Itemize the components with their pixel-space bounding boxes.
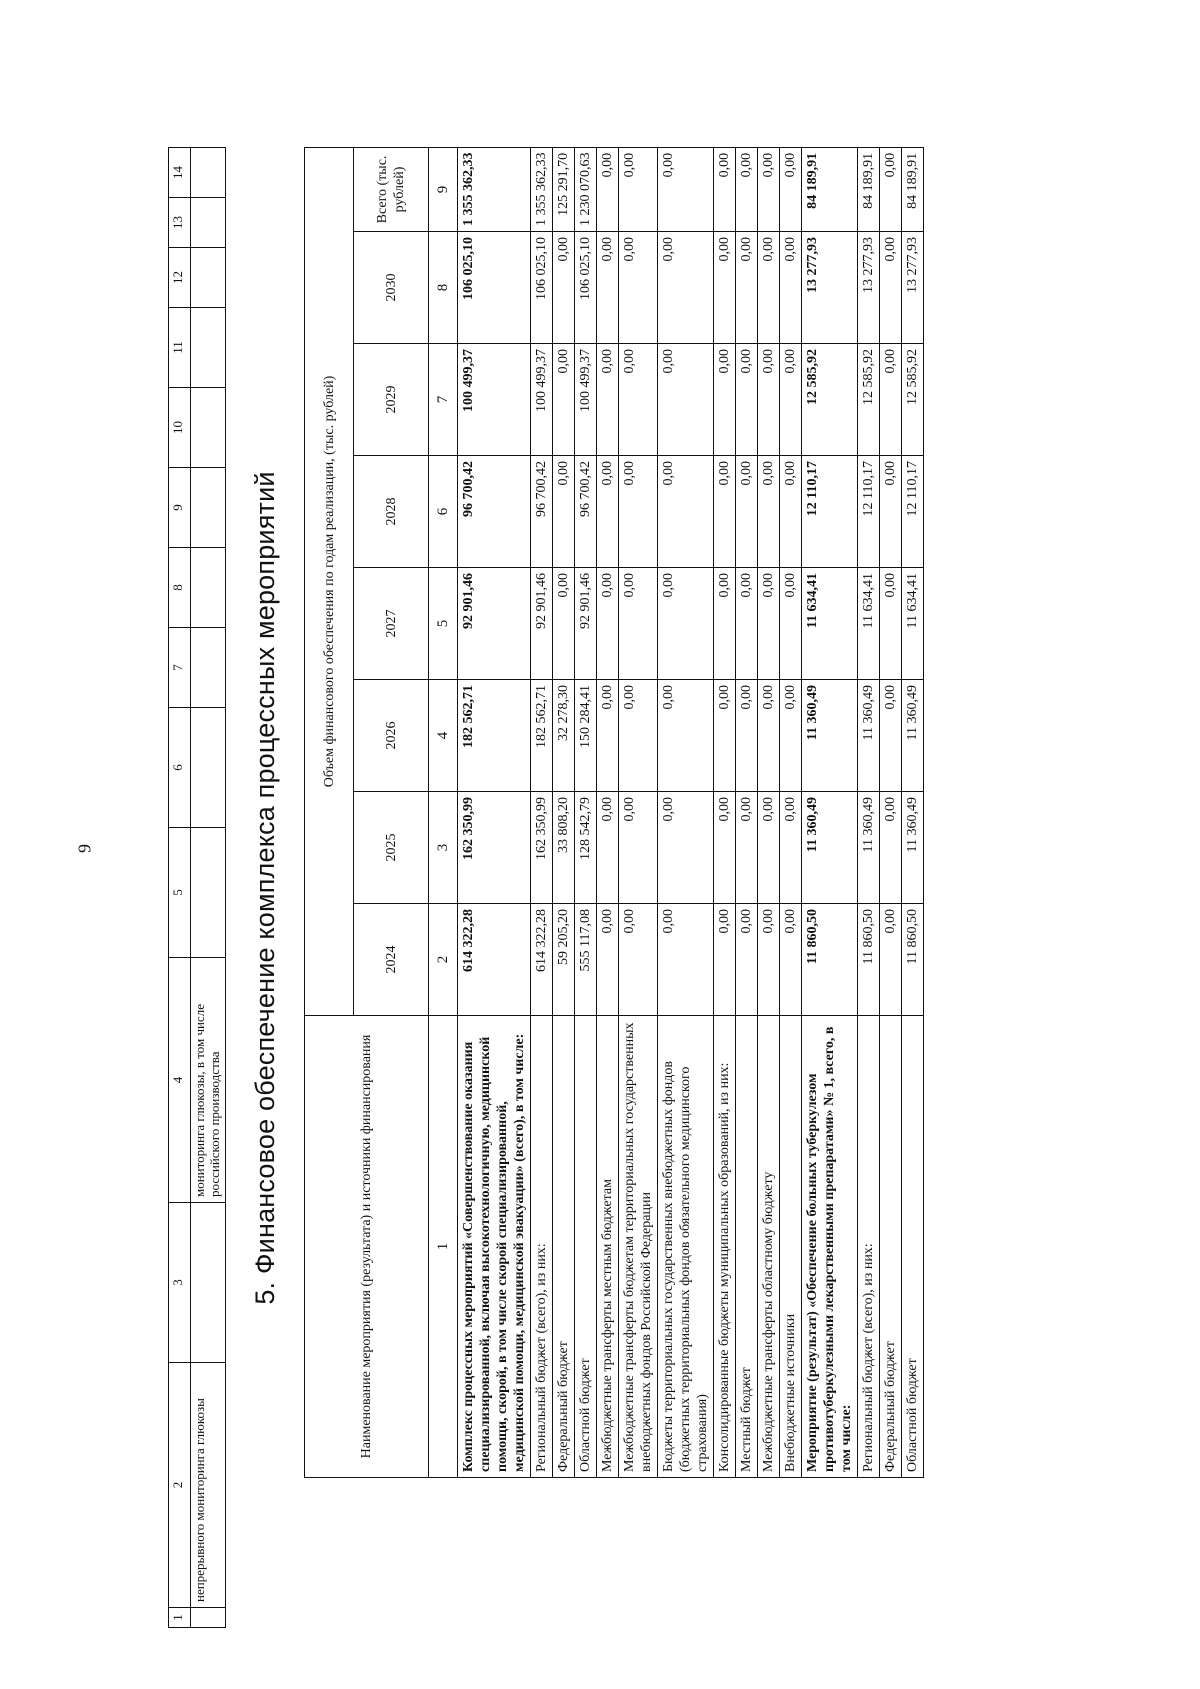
row-value: 0,00 xyxy=(780,344,802,456)
row-name: Мероприятие (результат) «Обеспечение больных туберкулезом противотуберкулезными лекарственными препаратами» № 1, всего, в том числе: xyxy=(802,1016,858,1478)
table-row xyxy=(458,147,531,1477)
row-value: 12 585,92 xyxy=(858,344,880,456)
row-value: 125 291,70 xyxy=(553,147,575,231)
continuation-row xyxy=(191,148,226,1628)
table-row xyxy=(736,147,758,1477)
row-value: 84 189,91 xyxy=(902,147,924,231)
row-value: 0,00 xyxy=(597,680,619,792)
financing-table xyxy=(304,147,924,1478)
row-value: 106 025,10 xyxy=(458,232,531,344)
row-value: 0,00 xyxy=(597,232,619,344)
row-name: Федеральный бюджет xyxy=(553,1016,575,1478)
row-value: 59 205,20 xyxy=(553,904,575,1016)
continuation-column-numbers xyxy=(169,148,191,1628)
row-value: 0,00 xyxy=(658,232,714,344)
continuation-column-number: 14 xyxy=(169,148,191,198)
continuation-column-number: 8 xyxy=(169,548,191,628)
row-name: Областной бюджет xyxy=(902,1016,924,1478)
continuation-cell xyxy=(191,388,226,468)
row-value: 11 860,50 xyxy=(858,904,880,1016)
row-value: 0,00 xyxy=(780,904,802,1016)
row-value: 0,00 xyxy=(714,680,736,792)
row-value: 0,00 xyxy=(736,904,758,1016)
row-value: 12 110,17 xyxy=(902,456,924,568)
row-value: 0,00 xyxy=(658,680,714,792)
continuation-column-number: 6 xyxy=(169,708,191,828)
continuation-column-number: 5 xyxy=(169,828,191,958)
row-value: 1 355 362,33 xyxy=(458,147,531,231)
row-value: 128 542,79 xyxy=(575,792,597,904)
row-value: 0,00 xyxy=(714,568,736,680)
row-value: 0,00 xyxy=(880,147,902,231)
row-value: 11 634,41 xyxy=(858,568,880,680)
row-value: 0,00 xyxy=(880,904,902,1016)
page-number: 9 xyxy=(74,844,95,853)
row-value: 0,00 xyxy=(736,147,758,231)
header-year: 2028 xyxy=(354,456,429,568)
row-value: 0,00 xyxy=(619,456,658,568)
row-value: 11 860,50 xyxy=(902,904,924,1016)
row-name: Межбюджетные трансферты областному бюджету xyxy=(758,1016,780,1478)
row-value: 13 277,93 xyxy=(802,232,858,344)
row-value: 0,00 xyxy=(597,792,619,904)
row-value: 0,00 xyxy=(658,568,714,680)
continuation-cell: мониторинга глюкозы, в том числе российского производства xyxy=(191,958,226,1203)
row-value: 0,00 xyxy=(880,456,902,568)
row-value: 0,00 xyxy=(758,568,780,680)
row-value: 0,00 xyxy=(658,904,714,1016)
row-value: 106 025,10 xyxy=(575,232,597,344)
row-value: 0,00 xyxy=(658,456,714,568)
row-value: 1 230 070,63 xyxy=(575,147,597,231)
row-value: 0,00 xyxy=(597,456,619,568)
row-value: 0,00 xyxy=(736,232,758,344)
row-value: 0,00 xyxy=(714,147,736,231)
row-value: 100 499,37 xyxy=(531,344,553,456)
table-row xyxy=(902,147,924,1477)
row-value: 92 901,46 xyxy=(575,568,597,680)
continuation-table xyxy=(168,147,226,1628)
row-name: Региональный бюджет (всего), из них: xyxy=(858,1016,880,1478)
column-number: 4 xyxy=(429,680,458,792)
row-value: 92 901,46 xyxy=(458,568,531,680)
column-number: 8 xyxy=(429,232,458,344)
header-year: 2024 xyxy=(354,904,429,1016)
row-value: 11 360,49 xyxy=(858,792,880,904)
continuation-cell xyxy=(191,468,226,548)
continuation-column-number: 13 xyxy=(169,198,191,248)
header-group: Объем финансового обеспечения по годам реализации, (тыс. рублей) xyxy=(305,147,354,1015)
table-row xyxy=(858,147,880,1477)
table-row xyxy=(553,147,575,1477)
continuation-column-number: 2 xyxy=(169,1363,191,1608)
continuation-column-number: 3 xyxy=(169,1203,191,1363)
row-value: 0,00 xyxy=(714,904,736,1016)
row-value: 0,00 xyxy=(758,344,780,456)
row-value: 0,00 xyxy=(780,680,802,792)
row-value: 0,00 xyxy=(736,456,758,568)
row-value: 0,00 xyxy=(553,232,575,344)
section-title: 5. Финансовое обеспечение комплекса процессных мероприятий xyxy=(250,471,280,1305)
header-year: 2030 xyxy=(354,232,429,344)
row-value: 0,00 xyxy=(758,680,780,792)
row-value: 0,00 xyxy=(780,568,802,680)
row-value: 0,00 xyxy=(619,680,658,792)
row-value: 12 110,17 xyxy=(858,456,880,568)
row-name: Областной бюджет xyxy=(575,1016,597,1478)
row-value: 162 350,99 xyxy=(458,792,531,904)
row-value: 555 117,08 xyxy=(575,904,597,1016)
row-value: 106 025,10 xyxy=(531,232,553,344)
row-value: 13 277,93 xyxy=(902,232,924,344)
row-value: 0,00 xyxy=(736,344,758,456)
row-value: 12 585,92 xyxy=(802,344,858,456)
row-value: 0,00 xyxy=(880,232,902,344)
row-value: 0,00 xyxy=(619,344,658,456)
row-value: 0,00 xyxy=(553,456,575,568)
row-value: 11 360,49 xyxy=(802,792,858,904)
row-value: 11 634,41 xyxy=(902,568,924,680)
row-value: 0,00 xyxy=(619,147,658,231)
row-value: 0,00 xyxy=(714,792,736,904)
row-value: 96 700,42 xyxy=(531,456,553,568)
row-value: 0,00 xyxy=(597,904,619,1016)
continuation-cell xyxy=(191,198,226,248)
financing-table-body xyxy=(458,147,924,1477)
row-value: 0,00 xyxy=(880,792,902,904)
row-value: 0,00 xyxy=(736,568,758,680)
continuation-column-number: 1 xyxy=(169,1608,191,1628)
row-value: 150 284,41 xyxy=(575,680,597,792)
row-value: 0,00 xyxy=(553,568,575,680)
row-value: 0,00 xyxy=(758,147,780,231)
continuation-column-number: 12 xyxy=(169,248,191,308)
row-value: 11 634,41 xyxy=(802,568,858,680)
continuation-cell xyxy=(191,148,226,198)
row-value: 11 360,49 xyxy=(858,680,880,792)
header-name: Наименование мероприятия (результата) и источники финансирования xyxy=(305,1016,429,1478)
row-value: 0,00 xyxy=(714,232,736,344)
continuation-column-number: 10 xyxy=(169,388,191,468)
column-number: 7 xyxy=(429,344,458,456)
column-numbers-row xyxy=(429,147,458,1477)
row-value: 0,00 xyxy=(658,344,714,456)
row-value: 0,00 xyxy=(619,904,658,1016)
row-value: 0,00 xyxy=(714,456,736,568)
table-row xyxy=(531,147,553,1477)
row-value: 162 350,99 xyxy=(531,792,553,904)
row-value: 11 360,49 xyxy=(902,680,924,792)
continuation-cell xyxy=(191,828,226,958)
row-value: 12 585,92 xyxy=(902,344,924,456)
row-value: 0,00 xyxy=(880,680,902,792)
continuation-cell xyxy=(191,308,226,388)
header-total: Всего (тыс. рублей) xyxy=(354,147,429,231)
row-value: 0,00 xyxy=(780,147,802,231)
row-value: 0,00 xyxy=(758,456,780,568)
header-year: 2026 xyxy=(354,680,429,792)
row-value: 100 499,37 xyxy=(458,344,531,456)
column-number: 2 xyxy=(429,904,458,1016)
row-value: 0,00 xyxy=(736,680,758,792)
row-name: Бюджеты территориальных государственных внебюджетных фондов (бюджетных территориальных фондов обязательного медицинского страхования) xyxy=(658,1016,714,1478)
row-value: 11 860,50 xyxy=(802,904,858,1016)
continuation-cell xyxy=(191,548,226,628)
continuation-column-number: 11 xyxy=(169,308,191,388)
row-value: 32 278,30 xyxy=(553,680,575,792)
row-value: 0,00 xyxy=(736,792,758,904)
row-value: 0,00 xyxy=(597,344,619,456)
continuation-cell: непрерывного мониторинга глюкозы xyxy=(191,1363,226,1608)
row-name: Межбюджетные трансферты местным бюджетам xyxy=(597,1016,619,1478)
table-row xyxy=(658,147,714,1477)
row-value: 100 499,37 xyxy=(575,344,597,456)
table-row xyxy=(802,147,858,1477)
row-value: 33 808,20 xyxy=(553,792,575,904)
row-value: 182 562,71 xyxy=(531,680,553,792)
row-value: 182 562,71 xyxy=(458,680,531,792)
row-value: 0,00 xyxy=(780,232,802,344)
continuation-column-number: 7 xyxy=(169,628,191,708)
row-name: Консолидированные бюджеты муниципальных образований, из них: xyxy=(714,1016,736,1478)
row-name: Комплекс процессных мероприятий «Совершенствование оказания специализированной, включая высокотехнологичную, медицинской помощи, скорой, в том числе скорой специализированной, медицинской помощи, медицинской эвакуации» (всего), в том числе: xyxy=(458,1016,531,1478)
row-value: 0,00 xyxy=(658,792,714,904)
table-row xyxy=(619,147,658,1477)
column-number: 1 xyxy=(429,1016,458,1478)
column-number: 5 xyxy=(429,568,458,680)
row-value: 0,00 xyxy=(597,568,619,680)
continuation-cell xyxy=(191,628,226,708)
continuation-cell xyxy=(191,1608,226,1628)
row-value: 11 360,49 xyxy=(902,792,924,904)
continuation-cell xyxy=(191,1203,226,1363)
column-number: 3 xyxy=(429,792,458,904)
row-value: 12 110,17 xyxy=(802,456,858,568)
row-value: 0,00 xyxy=(758,232,780,344)
row-name: Федеральный бюджет xyxy=(880,1016,902,1478)
row-value: 84 189,91 xyxy=(802,147,858,231)
header-year: 2027 xyxy=(354,568,429,680)
rotated-page-content xyxy=(168,148,1200,1628)
table-row xyxy=(575,147,597,1477)
column-number: 6 xyxy=(429,456,458,568)
continuation-cell xyxy=(191,248,226,308)
row-value: 0,00 xyxy=(553,344,575,456)
table-row xyxy=(780,147,802,1477)
row-value: 84 189,91 xyxy=(858,147,880,231)
row-value: 0,00 xyxy=(758,792,780,904)
row-value: 13 277,93 xyxy=(858,232,880,344)
header-year: 2025 xyxy=(354,792,429,904)
row-value: 0,00 xyxy=(714,344,736,456)
row-value: 11 360,49 xyxy=(802,680,858,792)
table-row xyxy=(714,147,736,1477)
continuation-column-number: 9 xyxy=(169,468,191,548)
continuation-column-number: 4 xyxy=(169,958,191,1203)
row-value: 96 700,42 xyxy=(458,456,531,568)
row-value: 614 322,28 xyxy=(531,904,553,1016)
row-value: 92 901,46 xyxy=(531,568,553,680)
table-row xyxy=(758,147,780,1477)
column-number: 9 xyxy=(429,147,458,231)
row-value: 0,00 xyxy=(658,147,714,231)
row-value: 0,00 xyxy=(780,792,802,904)
continuation-cell xyxy=(191,708,226,828)
row-value: 0,00 xyxy=(597,147,619,231)
row-name: Региональный бюджет (всего), из них: xyxy=(531,1016,553,1478)
table-row xyxy=(880,147,902,1477)
row-value: 0,00 xyxy=(880,344,902,456)
row-value: 96 700,42 xyxy=(575,456,597,568)
row-value: 614 322,28 xyxy=(458,904,531,1016)
row-value: 0,00 xyxy=(780,456,802,568)
row-value: 1 355 362,33 xyxy=(531,147,553,231)
row-value: 0,00 xyxy=(619,568,658,680)
row-name: Местный бюджет xyxy=(736,1016,758,1478)
row-name: Внебюджетные источники xyxy=(780,1016,802,1478)
row-value: 0,00 xyxy=(880,568,902,680)
header-year: 2029 xyxy=(354,344,429,456)
row-value: 0,00 xyxy=(758,904,780,1016)
row-value: 0,00 xyxy=(619,232,658,344)
row-name: Межбюджетные трансферты бюджетам территориальных государственных внебюджетных фондов Российской Федерации xyxy=(619,1016,658,1478)
row-value: 0,00 xyxy=(619,792,658,904)
table-row xyxy=(597,147,619,1477)
